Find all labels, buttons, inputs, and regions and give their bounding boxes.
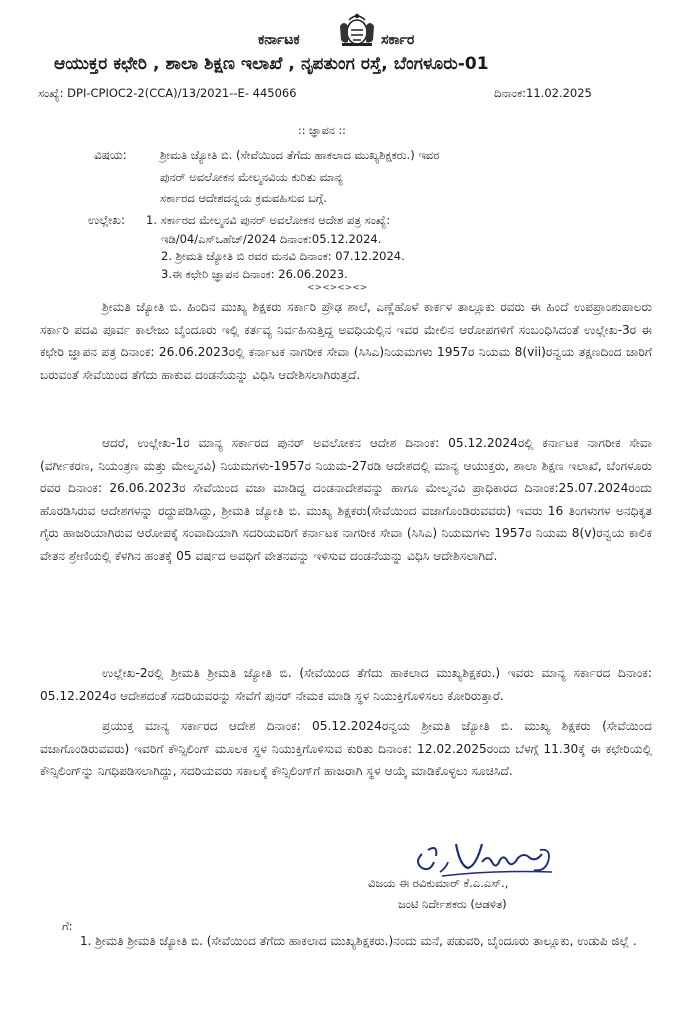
paragraph-text: ಉಲ್ಲೇಖ-2ರಲ್ಲಿ ಶ್ರೀಮತಿ ಶ್ರೀಮತಿ ಜ್ಯೋತಿ ಬಿ. (ಸೇವೆಯಿಂದ ತೆಗೆದು ಹಾಕಲಾದ ಮುಖ್ಯಶಿಕ್ಷಕರು.) ಇವರು ಮಾನ್ಯ ಸರ್ಕಾರದ ದಿನಾಂಕ: 05.12.2024ರ ಆದೇಶದಂತೆ ಸದರಿಯವರನ್ನು ಸೇವೆಗೆ ಪುನರ್ ನೇಮಕ ಮಾಡಿ ಸ್ಥಳ ನಿಯುಕ್ತಿಗೊಳಿಸಲು ಕೋರಿರುತ್ತಾರೆ. (40, 666, 652, 703)
paragraph-text: ಶ್ರೀಮತಿ ಜ್ಯೋತಿ ಬಿ. ಹಿಂದಿನ ಮುಖ್ಯ ಶಿಕ್ಷಕರು ಸರ್ಕಾರಿ ಪ್ರೌಢ ಶಾಲೆ, ಎಣ್ಣೆಹೊಳೆ ಕಾರ್ಕಳ ತಾಲ್ಲೂಕು ರವರು ಈ ಹಿಂದೆ ಉಪಪ್ರಾಂಶುಪಾಲರು ಸರ್ಕಾರಿ ಪದವಿ ಪೂರ್ವ ಕಾಲೇಜು ಬೈಂದೂರು ಇಲ್ಲಿ ಕರ್ತವ್ಯ ನಿರ್ವಹಿಸುತ್ತಿದ್ದ ಅವಧಿಯಲ್ಲಿನ ಇವರ ಮೇಲಿನ ಆರೋಪಗಳಿಗೆ ಸಂಬಂಧಿಸಿದಂತೆ ಉಲ್ಲೇಖ-3ರ ಈ ಕಛೇರಿ ಜ್ಞಾಪನ ಪತ್ರ ದಿನಾಂಕ: 26.06.2023ರಲ್ಲಿ ಕರ್ನಾಟಕ ನಾಗರೀಕ ಸೇವಾ (ಸಿಸಿಎ)ನಿಯಮಗಳು 1957ರ ನಿಯಮ 8(vii)ರನ್ವಯ ತಕ್ಷಣದಿಂದ ಜಾರಿಗೆ ಬರುವಂತೆ ಸೇವೆಯಿಂದ ತೆಗೆದು ಹಾಕುವ ದಂಡನೆಯನ್ನು ವಿಧಿಸಿ ಆದೇಶಿಸಲಾಗಿರುತ್ತದೆ. (40, 300, 652, 382)
subject-label: ವಿಷಯ: (94, 148, 127, 162)
document-date: ದಿನಾಂಕ:11.02.2025 (494, 86, 592, 100)
body-paragraph (40, 296, 652, 386)
section-divider: <><><><> (307, 283, 368, 293)
government-name-left: ಕರ್ನಾಟಕ (258, 32, 300, 48)
body-paragraph (40, 662, 652, 707)
reference-item: ಇಡಿ/04/ಎಸ್ಒಹೆಚ್/2024 ದಿನಾಂಕ:05.12.2024. (161, 232, 382, 246)
reference-number: ಸಂಖ್ಯೆ: DPI-CPIOC2-2(CCA)/13/2021--E- 445066 (38, 86, 297, 100)
paragraph-text: ಪ್ರಯುಕ್ತ ಮಾನ್ಯ ಸರ್ಕಾರದ ಆದೇಶ ದಿನಾಂಕ: 05.12.2024ರನ್ವಯ ಶ್ರೀಮತಿ ಜ್ಯೋತಿ ಬಿ. ಮುಖ್ಯ ಶಿಕ್ಷಕರು (ಸೇವೆಯಿಂದ ವಜಾಗೊಂಡಿರುವವರು) ಇವರಿಗೆ ಕೌನ್ಸಿಲಿಂಗ್ ಮೂಲಕ ಸ್ಥಳ ನಿಯುಕ್ತಿಗೊಳಿಸುವ ಕುರಿತು ದಿನಾಂಕ: 12.02.2025ರಂದು ಬೆಳಗ್ಗೆ 11.30ಕ್ಕೆ ಈ ಕಛೇರಿಯಲ್ಲಿ ಕೌನ್ಸಿಲಿಂಗ್‌ನ್ನು ನಿಗಧಿಪಡಿಸಲಾಗಿದ್ದು, ಸದರಿಯವರು ಸಕಾಲಕ್ಕೆ ಕೌನ್ಸಿಲಿಂಗ್‌ಗೆ ಹಾಜರಾಗಿ ಸ್ಥಳ ಆಯ್ಕೆ ಮಾಡಿಕೊಳ್ಳಲು ಸೂಚಿಸಿದೆ. (40, 719, 652, 778)
handwritten-signature (412, 832, 562, 880)
notice-title: :: ಜ್ಞಾಪನ :: (298, 124, 346, 137)
office-address: ಆಯುಕ್ತರ ಕಛೇರಿ , ಶಾಲಾ ಶಿಕ್ಷಣ ಇಲಾಖೆ , ನೃಪತುಂಗ ರಸ್ತೆ, ಬೆಂಗಳೂರು-01 (54, 54, 489, 74)
body-paragraph (40, 432, 652, 567)
subject-line: ಶ್ರೀಮತಿ ಜ್ಯೋತಿ ಬಿ. (ಸೇವೆಯಿಂದ ತೆಗೆದು ಹಾಕಲಾದ ಮುಖ್ಯಶಿಕ್ಷಕರು.) ಇವರ (160, 148, 440, 162)
state-emblem-icon (336, 10, 378, 48)
government-name-right: ಸರ್ಕಾರ (381, 32, 415, 48)
recipients-label: ಗೆ: (62, 919, 73, 933)
references-label: ಉಲ್ಲೇಖ: (88, 213, 126, 227)
reference-item: 3.ಈ ಕಛೇರಿ ಜ್ಞಾಪನ ದಿನಾಂಕ: 26.06.2023. (161, 267, 348, 281)
signatory-name: ವಿಜಯ ಈ ರವಿಕುಮಾರ್ ಕೆ.ಎ.ಎಸ್., (368, 876, 509, 890)
reference-item: 2. ಶ್ರೀಮತಿ ಜ್ಯೋತಿ ಬಿ ರವರ ಮನವಿ ದಿನಾಂಕ: 07.12.2024. (161, 249, 405, 263)
subject-line: ಪುನರ್ ಅವಲೋಕನ ಮೇಲ್ಮನವಿಯ ಕುರಿತು ಮಾನ್ಯ (160, 170, 343, 184)
paragraph-text: ಆದರೆ, ಉಲ್ಲೇಖ-1ರ ಮಾನ್ಯ ಸರ್ಕಾರದ ಪುನರ್ ಅವಲೋಕನ ಆದೇಶ ದಿನಾಂಕ: 05.12.2024ರಲ್ಲಿ ಕರ್ನಾಟಕ ನಾಗರೀಕ ಸೇವಾ (ವರ್ಗೀಕರಣ, ನಿಯಂತ್ರಣ ಮತ್ತು ಮೇಲ್ಮನವಿ) ನಿಯಮಗಳು-1957ರ ನಿಯಮ-27ರಡಿ ಆದೇಶದಲ್ಲಿ ಮಾನ್ಯ ಆಯುಕ್ತರು, ಶಾಲಾ ಶಿಕ್ಷಣ ಇಲಾಖೆ, ಬೆಂಗಳೂರು ರವರ ದಿನಾಂಕ: 26.06.2023ರ ಸೇವೆಯಿಂದ ವಜಾ ಮಾಡಿದ್ದ ದಂಡನಾದೇಶವನ್ನು ಹಾಗೂ ಮೇಲ್ಮನವಿ ಪ್ರಾಧಿಕಾರದ ದಿನಾಂಕ:25.07.2024ರಂದು ಹೊರಡಿಸಿರುವ ಆದೇಶಗಳನ್ನು ರದ್ದುಪಡಿಸಿದ್ದು, ಶ್ರೀಮತಿ ಜ್ಯೋತಿ ಬಿ. ಮುಖ್ಯ ಶಿಕ್ಷಕರು(ಸೇವೆಯಿಂದ ವಜಾಗೊಂಡಿರುವವರು) ಇವರು 16 ತಿಂಗಳುಗಳ ಅನಧಿಕೃತ ಗೈರು ಹಾಜರಿಯಾಗಿರುವ ಆರೋಪಕ್ಕೆ ಸಂವಾದಿಯಾಗಿ ಸದರಿಯವರಿಗೆ ಕರ್ನಾಟಕ ನಾಗರೀಕ ಸೇವಾ (ಸಿಸಿಎ) ನಿಯಮಗಳು 1957ರ ನಿಯಮ 8(v)ರನ್ವಯ ಕಾಲಿಕ ವೇತನ ಶ್ರೇಣಿಯಲ್ಲಿ ಕೆಳಗಿನ ಹಂತಕ್ಕೆ 05 ವರ್ಷದ ಅವಧಿಗೆ ವೇತನವನ್ನು ಇಳಿಸುವ ದಂಡನೆಯನ್ನು ವಿಧಿಸಿ ಆದೇಶಿಸಲಾಗಿದೆ. (40, 436, 652, 563)
reference-item: 1. ಸರ್ಕಾರದ ಮೇಲ್ಮನವಿ ಪುನರ್ ಅವಲೋಕನ ಆದೇಶ ಪತ್ರ ಸಂಖ್ಯೆ: (146, 213, 391, 227)
recipient-item: 1. ಶ್ರೀಮತಿ ಶ್ರೀಮತಿ ಜ್ಯೋತಿ ಬಿ. (ಸೇವೆಯಿಂದ ತೆಗೆದು ಹಾಕಲಾದ ಮುಖ್ಯಶಿಕ್ಷಕರು.)ನಂದು ಮನೆ, ಪಡುವರಿ, ಬೈಂದೂರು ತಾಲ್ಲೂಕು, ಉಡುಪಿ ಜಿಲ್ಲೆ . (80, 934, 637, 948)
signatory-designation: ಜಂಟಿ ನಿರ್ದೇಶಕರು (ಆಡಳಿತ) (398, 897, 507, 911)
body-paragraph (40, 715, 652, 783)
subject-line: ಸರ್ಕಾರದ ಆದೇಶದನ್ವಯ ಕ್ರಮವಹಿಸುವ ಬಗ್ಗೆ. (160, 191, 327, 205)
